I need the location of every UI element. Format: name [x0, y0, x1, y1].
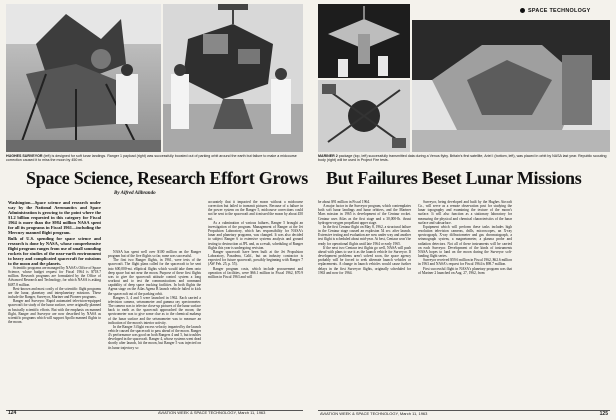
body-paragraph: Best-known and most costly of the scientific flight programs are the lunar, planetary and interplanetary missions. These include the Ranger, Surveyor, Mariner and Pioneer programs. — [8, 286, 101, 300]
lead-paragraph: Washington—Space science and research under way by the National Aeronautics and Space Administration is growing to the point where the $1.2 billion requested in this category for Fiscal 1964 is more than the $984 million NASA spent for all its programs in Fiscal 1961—including the Mercury manned flight program. — [8, 200, 101, 235]
body-paragraph: In the Ranger 3 flight excess velocity imparted by the launch vehicle caused the spacecraft to pass ahead of the moon. Ranger 4's performance was good on both Rangers 4 and 5, but troubles developed in the spacecraft. Ranger 4, whose systems went dead shortly after launch, hit the moon, but Ranger 5 was injected on its lunar trajectory so — [108, 324, 201, 350]
footer-text-left: AVIATION WEEK & SPACE TECHNOLOGY, March 11, 1963 — [158, 410, 266, 415]
body-paragraph: The first two Ranger flights, in 1961, were tests of the spacecraft. The flight plans called for the spacecraft to be sent into 600,000-mi. elliptical flights which would take them onto deep space but not near the moon. Purpose of these first flights was to give the spacecraft attitude control system a long workout and to test the communications and command capability of deep space tracking facilities. In both flights the Agena stage on the Atlas Agena B launch vehicle failed to kick the spacecraft out of the parking orbit. — [108, 258, 201, 296]
column-5 — [418, 200, 512, 405]
column-2 — [108, 250, 201, 405]
body-paragraph: Rangers 3, 4 and 5 were launched in 1962. Each carried a television camera, seismometer and gamma ray spectrometer. The camera was to televise close-up pictures of the lunar surface back to earth as the spacecraft approached the moon; the spectrometer was to give some clue as to the chemical makeup of the lunar surface and the seismometer was to measure an indication of the moon's interior activity. — [108, 295, 201, 325]
footer-text-right: AVIATION WEEK & SPACE TECHNOLOGY, March 11, 1963 — [320, 411, 428, 416]
photo-ranger-payload — [163, 4, 303, 152]
body-paragraph: In the first Centaur flight on May 8, 1962, a structural failure in the Centaur stage caused an explosion 54 sec. after launch. Extensive testing and evaluation are now under way and another test flight is scheduled about mid-year. At best, Centaur won't be ready for operational flights until late 1964 or early 1965. — [318, 224, 411, 246]
photo-caption-right — [318, 154, 610, 163]
byline: By Alfred Alibrando — [114, 191, 156, 196]
lead-paragraph: Bulk of U.S. spending for space science and research is done by NASA, whose comprehensive flight program ranges from use of small sounding rockets for studies of the near-earth environment to heavy and complicated spacecraft for missions to the moon and the planets. — [8, 236, 101, 266]
body-paragraph: Surveyor received $59.6 million in Fiscal 1962, $62.6 million in 1963 and NASA's request for Fiscal 1964 is $98.7 million. — [418, 258, 512, 267]
body-paragraph: A major factor in the Surveyor program, which contemplates both soft lunar landings and lunar orbiters, and the Mariner Mars mission in 1965 is development of the Centaur rocket. Centaur uses Atlas as the first stage and a 30,000-lb. thrust hydrogen-oxygen propellant upper stage. — [318, 204, 411, 225]
section-label: SPACE TECHNOLOGY — [528, 8, 591, 14]
body-paragraph: First successful flight in NASA's planetary program was that of Mariner 2 launched on Aug. 27, 1962, from — [418, 266, 512, 275]
photo-caption-left — [6, 154, 303, 163]
body-paragraph: If the next two Centaur test flights go well, NASA will push ahead with plans to use it as the launch vehicle for Surveyor. If development problems aren't solved soon, the space agency probably will be forced to seek alternate launch vehicles or replacements. A change in launch vehicles would cause further delays in the first Surveyor flights, originally scheduled for 1963 and now for 1964. — [318, 245, 411, 275]
caption-lead: HUGHES SURVEYOR — [6, 154, 43, 158]
headline-left: Space Science, Research Effort Grows — [26, 168, 308, 188]
headline-right: But Failures Beset Lunar Missions — [326, 168, 582, 188]
column-1 — [8, 200, 101, 405]
column-3 — [208, 200, 303, 405]
body-paragraph: Ranger spacecraft have been built at the Jet Propulsion Laboratory, Pasadena, Calif., but an industry contractor is expected for future spacecraft, possibly beginning with Ranger 7 (AW Feb. 25, p. 55). — [208, 249, 303, 267]
photo-mariner-2 — [318, 4, 410, 78]
body-paragraph: Equipment which will perform these tasks includes high resolution television cameras, drills, microscopes, an X-ray spectrograph, X-ray diffractometer and gas chromatograph, a seismograph system, a magnetometer, a plasma probe and radiation detectors. Not all of these instruments will be carried on each Surveyor. Development of the kinds of instruments NASA hopes to land on the moon during the Surveyor soft-landing flight series. — [418, 224, 512, 259]
page-number-left: 124 — [8, 410, 17, 416]
body-paragraph: As a culmination of various failures, Ranger 5 brought an investigation of the program. Management of Ranger at the Jet Propulsion Laboratory, which has responsibility for NASA's lunar and planetary programs, was changed. It was also decided to subject Ranger 6 to extensive systems analysis and ground testing to destruction at JPL and, as a result, scheduling of Ranger flights this year is undergoing revision. — [208, 220, 303, 250]
body-paragraph: NASA has spent well over $100 million on the Ranger program but of the five flights so far, none was successful. — [108, 250, 201, 259]
caption-lead: MARINER 2 — [318, 154, 338, 158]
body-paragraph: accurately that it impacted the moon without a midcourse correction but failed to transmit pictures. Because of a failure in the power system on the Ranger 5, midcourse corrections could not be sent to the spacecraft and it missed the moon by about 450 mi. — [208, 200, 303, 221]
body-paragraph: be about $91 million in Fiscal 1964. — [318, 200, 371, 204]
photo-project-fire — [412, 20, 610, 152]
column-4 — [318, 200, 411, 405]
body-paragraph: Surveyor, being developed and built by the Hughes Aircraft Co., will serve as a remote observation post for studying the lunar topography and examining the texture of the moon's surface. It will also function as a stationary laboratory for measuring the physical and chemical characteristics of the lunar surface and subsurface. — [418, 200, 512, 225]
photo-ariel-satellite — [318, 80, 410, 152]
body-paragraph: Scientific programs are managed by NASA's Office of Space Science, whose budget request for Fiscal 1964 is $718.7 million. Research programs are formulated by the Office of Advanced Research and Technology, for which NASA is asking $487.8 million. — [8, 266, 101, 287]
caption-text: package (top, left) successfully transmitted data during a Venus flyby. Britain's first satellite, Ariel I (bottom, left), was placed in orbit by NASA last year. Republic scouting body (right) will be used in Project Fire tests. — [318, 154, 607, 163]
body-paragraph: Ranger program costs, which include procurement and operation of facilities, were $66.1 million in Fiscal 1962, $70.9 million in Fiscal 1963 and will — [208, 266, 303, 279]
page-number-right: 125 — [599, 411, 608, 417]
footer-right — [320, 411, 608, 416]
bullet-icon — [520, 8, 525, 13]
body-paragraph: Ranger and Surveyor. Rapid automated television-equipped spacecraft for study of the lunar surface, were originally planned as basically scientific efforts. But with the emphasis on manned flight, Ranger and Surveyor are now described by NASA as scientific programs which will support Apollo manned flights to the moon. — [8, 299, 101, 325]
caption-text: (left) is designed for soft lunar landings. Ranger 1 payload (right) was successfully boosted out of parking orbit around the earth but failure to make a midcourse correction caused it to miss the moon by 450 mi. — [6, 154, 297, 163]
section-tag — [520, 8, 591, 14]
footer-left — [8, 410, 266, 416]
photo-hughes-surveyor — [6, 4, 161, 152]
